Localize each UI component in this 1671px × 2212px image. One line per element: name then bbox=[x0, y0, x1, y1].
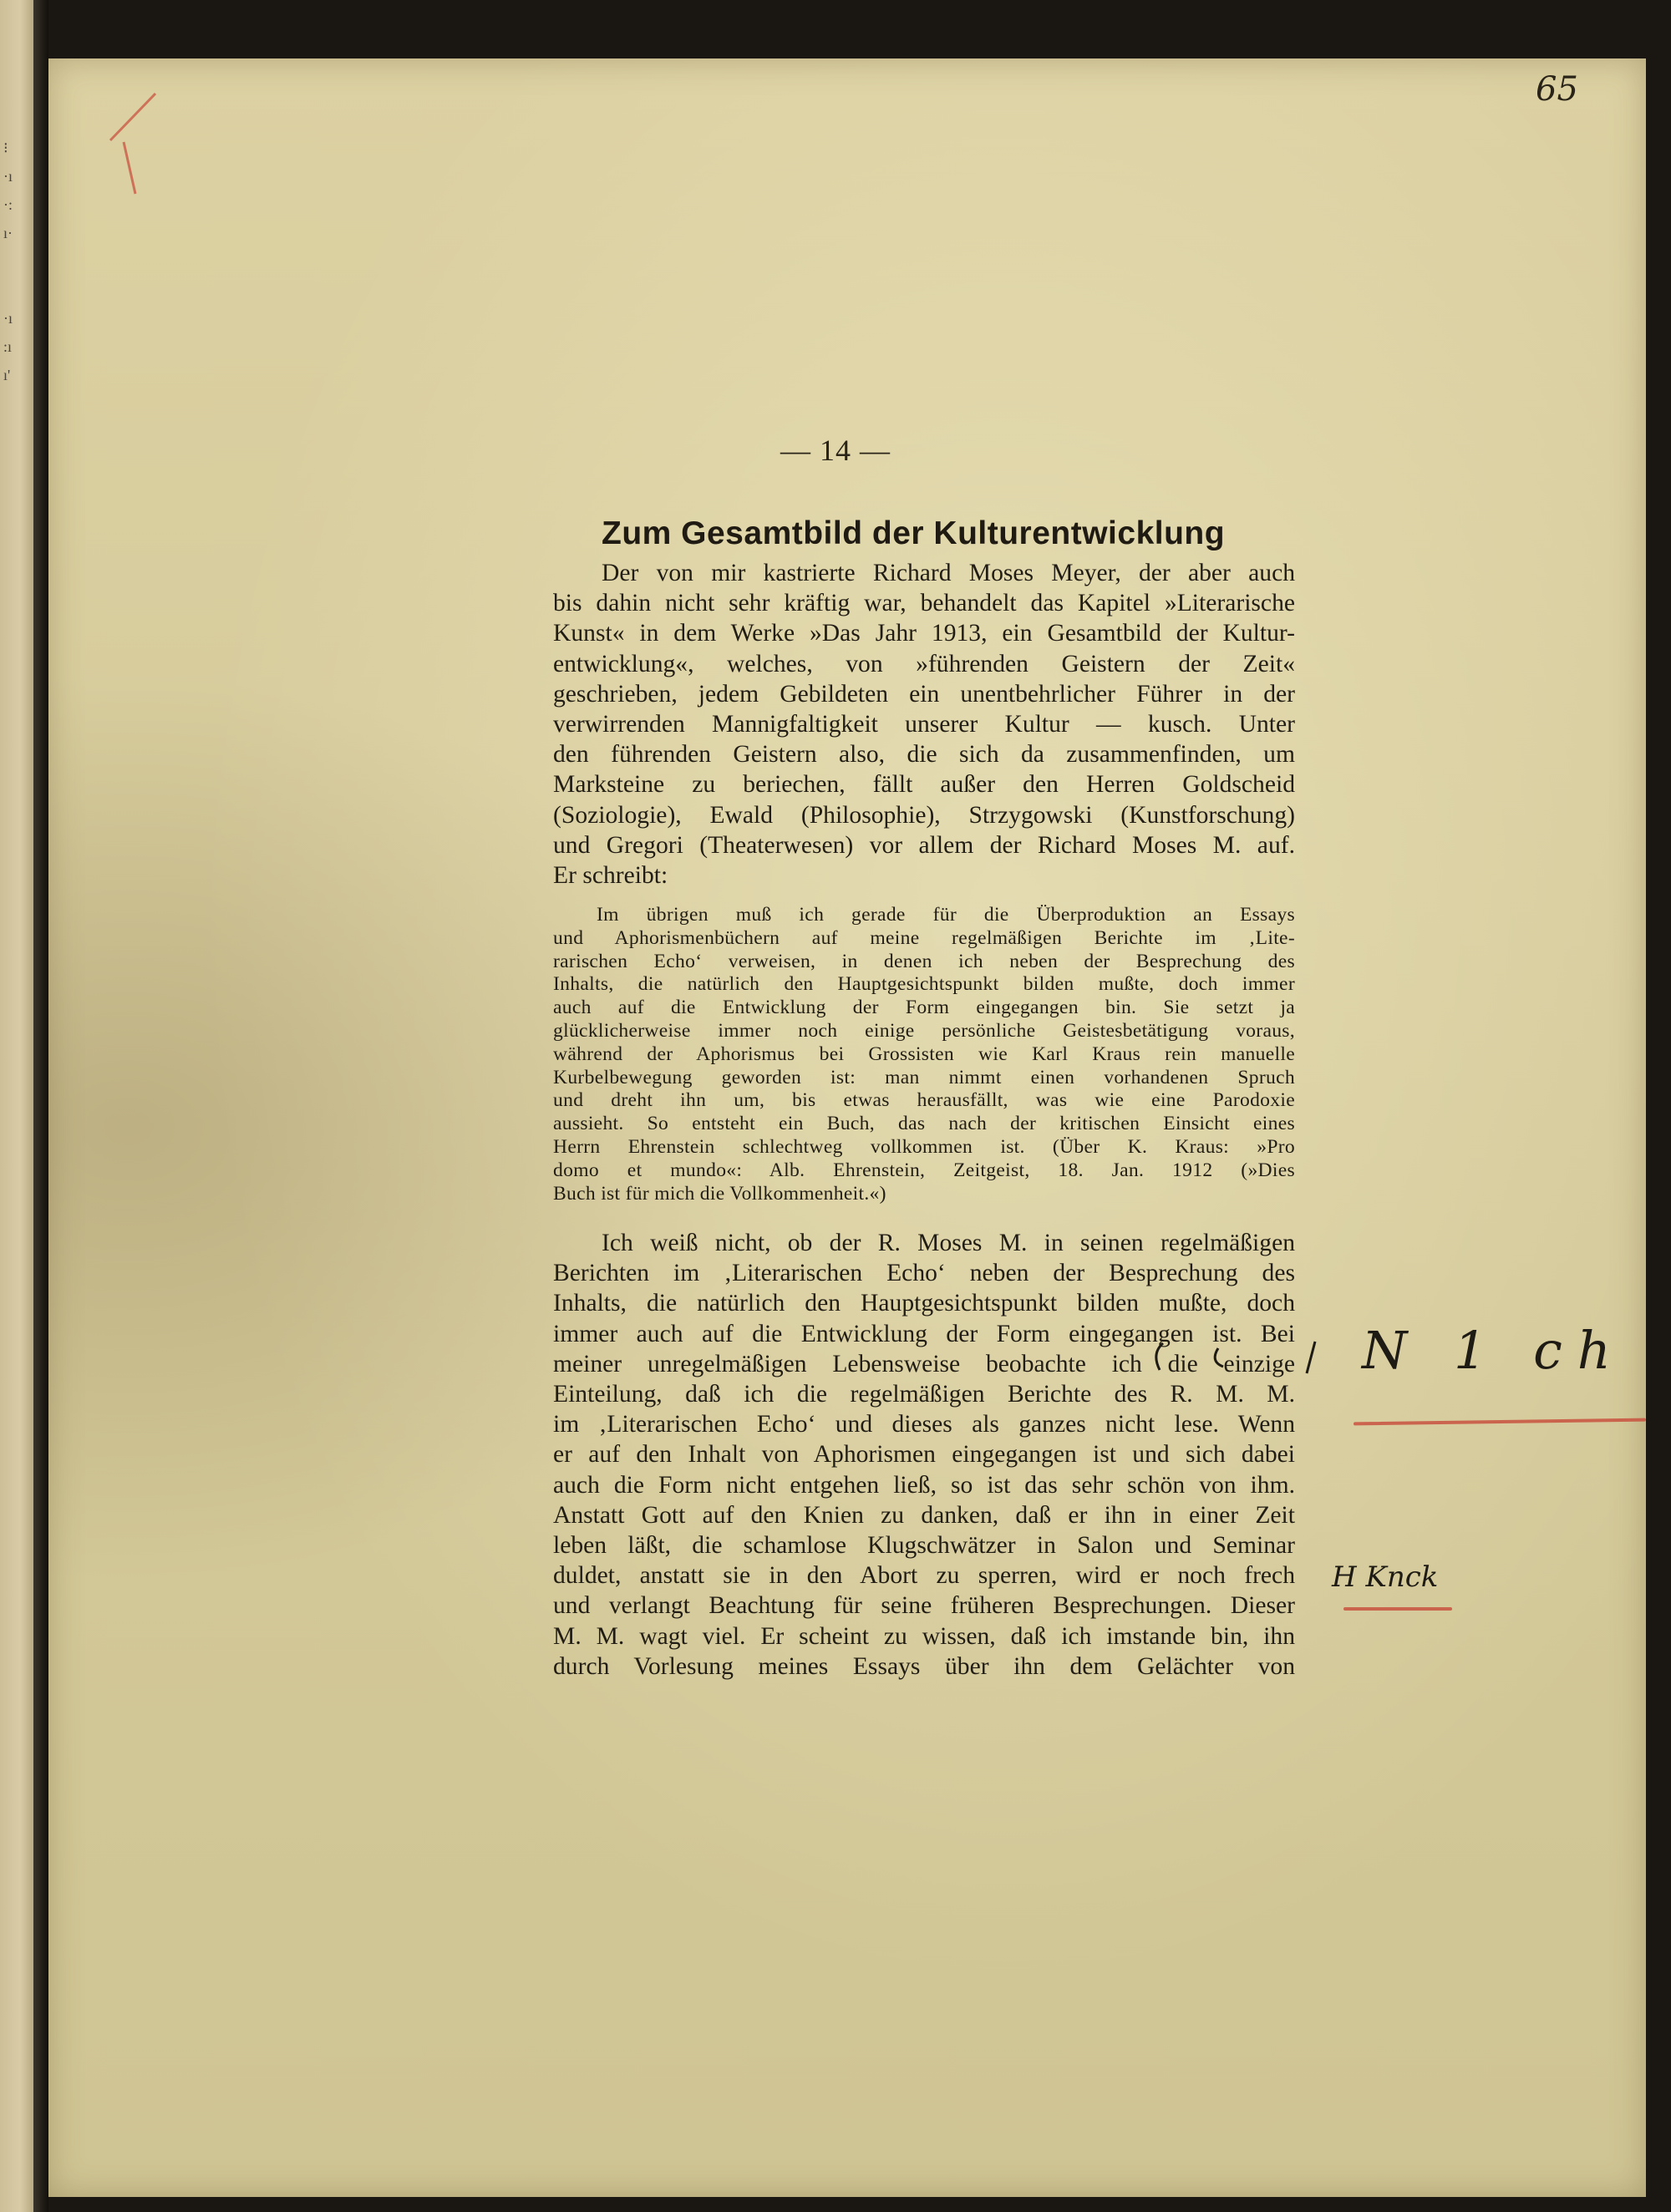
text-line: Ich weiß nicht, ob der R. Moses M. in seinen regelmäßigen bbox=[602, 1230, 1295, 1256]
quote-line: Buch ist für mich die Vollkommenheit.«) bbox=[553, 1182, 886, 1205]
archive-page-number: 65 bbox=[1536, 70, 1578, 109]
handwritten-correction-mark bbox=[1151, 1337, 1327, 1378]
text-line: Einteilung, daß ich die regelmäßigen Berichte des R. M. M. bbox=[553, 1381, 1295, 1408]
quote-line: domo et mundo«: Alb. Ehrenstein, Zeitgeist, 18. Jan. 1912 (»Dies bbox=[553, 1159, 1295, 1181]
adjacent-page-edge bbox=[0, 0, 33, 2212]
text-line: Inhalts, die natürlich den Hauptgesichtspunkt bilden mußte, doch bbox=[553, 1290, 1295, 1317]
quote-line: und dreht ihn um, bis etwas herausfällt, was wie eine Parodoxie bbox=[553, 1089, 1295, 1112]
text-line: Kunst« in dem Werke »Das Jahr 1913, ein Gesamtbild der Kultur- bbox=[553, 620, 1295, 647]
text-line: Der von mir kastrierte Richard Moses Meyer, der aber auch bbox=[602, 560, 1295, 586]
text-line: er auf den Inhalt von Aphorismen eingegangen ist und sich dabei bbox=[553, 1441, 1295, 1469]
red-pencil-underline bbox=[1343, 1607, 1452, 1611]
block-quote bbox=[553, 904, 1295, 1205]
quote-line: und Aphorismenbüchern auf meine regelmäßigen Berichte im ‚Lite- bbox=[553, 926, 1295, 949]
text-line: M. M. wagt viel. Er scheint zu wissen, daß ich imstande bin, ihn bbox=[553, 1622, 1295, 1650]
text-line: (Soziologie), Ewald (Philosophie), Strzygowski (Kunstforschung) bbox=[553, 801, 1295, 829]
adjacent-page-marks: ⁝ ·ı ·: ı· ·ı :ı ı' bbox=[3, 140, 13, 383]
section-heading: Zum Gesamtbild der Kulturentwicklung bbox=[602, 515, 1226, 551]
text-line: entwicklung«, welches, von »führenden Geistern der Zeit« bbox=[553, 650, 1295, 677]
paragraph-1 bbox=[553, 558, 1295, 890]
quote-line: auch auf die Entwicklung der Form eingegangen bin. Sie setzt ja bbox=[553, 997, 1295, 1019]
text-line: Anstatt Gott auf den Knien zu danken, daß er ihn in einer Zeit bbox=[553, 1501, 1295, 1529]
text-line: durch Vorlesung meines Essays über ihn dem Gelächter von bbox=[553, 1652, 1295, 1680]
book-binding-shadow bbox=[33, 0, 48, 2212]
text-line: meiner unregelmäßigen Lebensweise beobachte ich die einzige bbox=[553, 1350, 1295, 1377]
quote-line: während der Aphorismus bei Grossisten wie Karl Kraus rein manuelle bbox=[553, 1043, 1295, 1065]
text-line: und verlangt Beachtung für seine früheren Besprechungen. Dieser bbox=[553, 1592, 1295, 1620]
page-number: — 14 — bbox=[780, 434, 891, 467]
handwritten-margin-note: H Knck bbox=[1332, 1560, 1439, 1594]
quote-line: Inhalts, die natürlich den Hauptgesichtspunkt bilden mußte, doch immer bbox=[553, 973, 1295, 996]
text-line: leben läßt, die schamlose Klugschwätzer in Salon und Seminar bbox=[553, 1532, 1295, 1560]
quote-line: Kurbelbewegung geworden ist: man nimmt einen vorhandenen Spruch bbox=[553, 1066, 1295, 1088]
quote-line: glücklicherweise immer noch einige persönliche Geistesbetätigung voraus, bbox=[553, 1019, 1295, 1042]
text-line: Marksteine zu beriechen, fällt außer den Herren Goldscheid bbox=[553, 771, 1295, 799]
text-line: den führenden Geistern also, die sich da zusammenfinden, um bbox=[553, 741, 1295, 769]
quote-line: rarischen Echo‘ verweisen, in denen ich neben der Besprechung des bbox=[553, 950, 1295, 972]
text-line: Er schreibt: bbox=[553, 862, 668, 890]
text-line: immer auch auf die Entwicklung der Form eingegangen ist. Bei bbox=[553, 1320, 1295, 1347]
quote-line: Herrn Ehrenstein schlechtweg vollkommen ist. (Über K. Kraus: »Pro bbox=[553, 1135, 1295, 1158]
text-line: Berichten im ‚Literarischen Echo‘ neben der Besprechung des bbox=[553, 1260, 1295, 1287]
handwritten-margin-note: N 1 ch bbox=[1362, 1320, 1626, 1381]
text-line: und Gregori (Theaterwesen) vor allem der Richard Moses M. auf. bbox=[553, 831, 1295, 859]
quote-line: aussieht. So entsteht ein Buch, das nach der kritischen Einsicht eines bbox=[553, 1113, 1295, 1135]
text-line: geschrieben, jedem Gebildeten ein unentbehrlicher Führer in der bbox=[553, 680, 1295, 708]
red-pencil-mark bbox=[107, 90, 157, 199]
paragraph-2 bbox=[553, 1228, 1295, 1682]
text-line: verwirrenden Mannigfaltigkeit unserer Kultur — kusch. Unter bbox=[553, 711, 1295, 738]
text-line: bis dahin nicht sehr kräftig war, behandelt das Kapitel »Literarische bbox=[553, 590, 1295, 617]
text-line: im ‚Literarischen Echo‘ und dieses als ganzes nicht lese. Wenn bbox=[553, 1411, 1295, 1438]
text-line: auch die Form nicht entgehen ließ, so ist das sehr schön von ihm. bbox=[553, 1471, 1295, 1499]
text-line: duldet, anstatt sie in den Abort zu sperren, wird er noch frech bbox=[553, 1562, 1295, 1590]
quote-line: Im übrigen muß ich gerade für die Überproduktion an Essays bbox=[597, 904, 1295, 926]
